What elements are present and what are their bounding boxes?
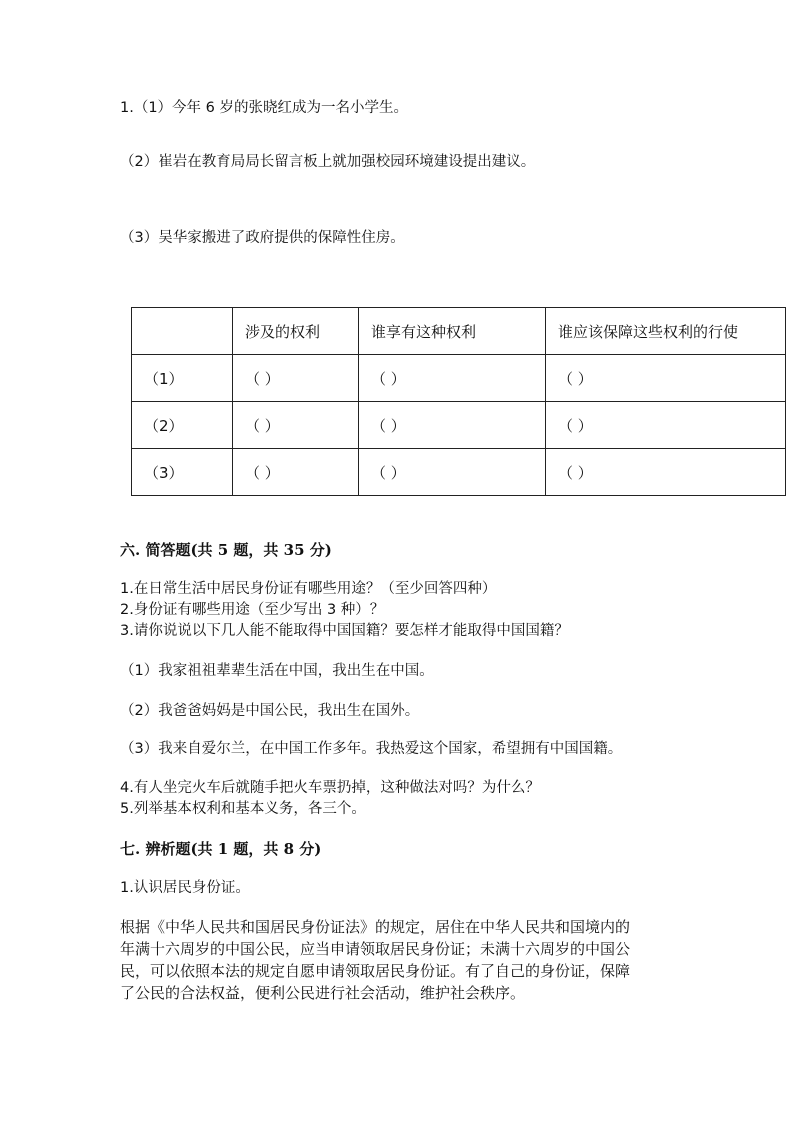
table-row bbox=[132, 355, 786, 402]
table-header-cell: 涉及的权利 bbox=[233, 308, 359, 355]
table-cell: （ ） bbox=[546, 355, 786, 402]
case-3: （3）吴华家搬进了政府提供的保障性住房。 bbox=[120, 230, 405, 246]
table-row bbox=[132, 449, 786, 496]
paragraph-line: 民，可以依照本法的规定自愿申请领取居民身份证。有了自己的身份证，保障 bbox=[120, 962, 631, 980]
paragraph-line: 了公民的合法权益，便利公民进行社会活动，维护社会秩序。 bbox=[120, 984, 526, 1002]
section-7-question-1: 1.认识居民身份证。 bbox=[120, 880, 250, 896]
question-5: 5.列举基本权利和基本义务，各三个。 bbox=[120, 801, 366, 817]
table-header-row bbox=[132, 308, 786, 355]
question-3-case-2: （2）我爸爸妈妈是中国公民，我出生在国外。 bbox=[120, 703, 420, 719]
table-cell: （ ） bbox=[233, 355, 359, 402]
section-7-heading: 七. 辨析题(共 1 题，共 8 分) bbox=[120, 840, 322, 858]
table-cell: （3） bbox=[132, 449, 233, 496]
table-header-cell: 谁应该保障这些权利的行使 bbox=[546, 308, 786, 355]
section-6-heading: 六. 简答题(共 5 题，共 35 分) bbox=[120, 541, 332, 559]
table-cell: （ ） bbox=[359, 402, 546, 449]
case-2: （2）崔岩在教育局局长留言板上就加强校园环境建设提出建议。 bbox=[120, 154, 536, 170]
id-law-paragraph bbox=[120, 916, 680, 1004]
rights-table bbox=[131, 307, 786, 496]
table-cell: （ ） bbox=[546, 402, 786, 449]
table-header-cell: 谁享有这种权利 bbox=[359, 308, 546, 355]
table-cell: （ ） bbox=[233, 402, 359, 449]
table-cell: （1） bbox=[132, 355, 233, 402]
paragraph-line: 根据《中华人民共和国居民身份证法》的规定，居住在中华人民共和国境内的 bbox=[120, 918, 631, 936]
question-1: 1.在日常生活中居民身份证有哪些用途？（至少回答四种） bbox=[120, 581, 497, 597]
question-3-case-1: （1）我家祖祖辈辈生活在中国，我出生在中国。 bbox=[120, 663, 434, 679]
table-header-cell bbox=[132, 308, 233, 355]
question-3-case-3: （3）我来自爱尔兰，在中国工作多年。我热爱这个国家，希望拥有中国国籍。 bbox=[120, 741, 623, 757]
question-4: 4.有人坐完火车后就随手把火车票扔掉，这种做法对吗？为什么？ bbox=[120, 780, 540, 796]
paragraph-line: 年满十六周岁的中国公民，应当申请领取居民身份证；未满十六周岁的中国公 bbox=[120, 940, 631, 958]
table-row bbox=[132, 402, 786, 449]
question-2: 2.身份证有哪些用途（至少写出 3 种）？ bbox=[120, 602, 385, 618]
table-cell: （ ） bbox=[359, 355, 546, 402]
table-cell: （2） bbox=[132, 402, 233, 449]
table-cell: （ ） bbox=[546, 449, 786, 496]
case-1: 1.（1）今年 6 岁的张晓红成为一名小学生。 bbox=[120, 100, 409, 116]
question-3: 3.请你说说以下几人能不能取得中国国籍？要怎样才能取得中国国籍？ bbox=[120, 623, 569, 639]
table-cell: （ ） bbox=[233, 449, 359, 496]
table-cell: （ ） bbox=[359, 449, 546, 496]
